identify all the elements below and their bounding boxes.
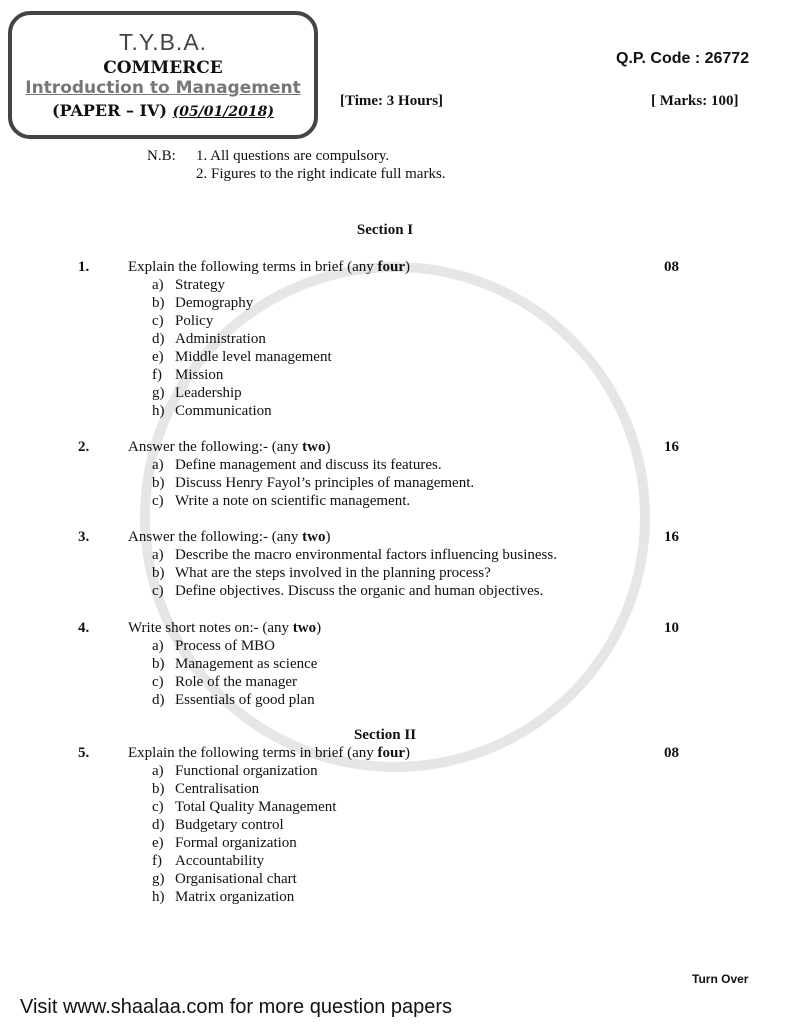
sub-question-text: Essentials of good plan <box>175 692 315 708</box>
sub-question-text: Role of the manager <box>175 674 298 690</box>
sub-question-text: What are the steps involved in the planning process? <box>175 565 491 581</box>
sub-question-text: Formal organization <box>175 835 297 851</box>
sub-question <box>152 798 336 816</box>
question-number: 4. <box>78 620 90 636</box>
sub-question-letter: b) <box>152 565 165 581</box>
sub-question-text: Budgetary control <box>175 817 284 833</box>
section-heading: Section I <box>356 222 414 238</box>
sub-question-letter: c) <box>152 313 164 329</box>
sub-question-letter: d) <box>152 817 165 833</box>
stream-title: COMMERCE <box>103 58 223 78</box>
sub-question <box>152 312 332 330</box>
question-number: 3. <box>78 529 90 545</box>
question-count: two <box>292 620 317 636</box>
sub-question <box>152 384 332 402</box>
sub-question <box>152 582 557 600</box>
sub-question-letter: h) <box>152 889 165 905</box>
question-number: 1. <box>78 259 90 275</box>
question-prompt: Explain the following terms in brief (any <box>128 259 378 275</box>
question-text <box>128 528 330 546</box>
sub-question-text: Write a note on scientific management. <box>175 493 411 509</box>
sub-question <box>152 816 336 834</box>
sub-question-letter: b) <box>152 475 165 491</box>
question-text <box>128 258 410 276</box>
question-number: 2. <box>78 439 90 455</box>
sub-question-text: Discuss Henry Fayol’s principles of management. <box>175 475 475 491</box>
turn-over: Turn Over <box>692 972 749 986</box>
question-text <box>128 619 321 637</box>
sub-question <box>152 330 332 348</box>
sub-question <box>152 870 336 888</box>
sub-question-text: Functional organization <box>175 763 318 779</box>
question-prompt-end: ) <box>325 439 331 455</box>
sub-question <box>152 637 317 655</box>
sub-question-letter: g) <box>152 871 165 887</box>
sub-question-letter: a) <box>152 763 164 779</box>
question-prompt: Explain the following terms in brief (any <box>128 745 378 761</box>
qp-code: Q.P. Code : 26772 <box>616 50 750 67</box>
question-prompt-end: ) <box>405 745 411 761</box>
sub-question-letter: f) <box>152 853 162 869</box>
question-number: 5. <box>78 745 90 761</box>
sub-question-text: Communication <box>175 403 272 419</box>
sub-question <box>152 402 332 420</box>
question-prompt-end: ) <box>316 620 322 636</box>
sub-question-text: Middle level management <box>175 349 332 365</box>
sub-question-letter: c) <box>152 799 164 815</box>
course-title: T.Y.B.A. <box>118 29 208 55</box>
sub-question-letter: a) <box>152 547 164 563</box>
question-count: two <box>302 529 326 545</box>
sub-question <box>152 564 557 582</box>
sub-question <box>152 294 332 312</box>
sub-question-letter: b) <box>152 656 165 672</box>
sub-question-text: Centralisation <box>175 781 260 797</box>
question-text <box>128 744 410 762</box>
sub-question <box>152 546 557 564</box>
sub-question <box>152 673 317 691</box>
sub-question-text: Describe the macro environmental factors influencing business. <box>175 547 557 563</box>
sub-question-letter: g) <box>152 385 165 401</box>
question-prompt: Answer the following:- (any <box>128 529 303 545</box>
question-marks: 08 <box>664 259 679 275</box>
sub-question <box>152 834 336 852</box>
marks-label: [ Marks: 100] <box>651 93 739 109</box>
nb-note: 1. All questions are compulsory. <box>196 148 390 164</box>
sub-question-letter: a) <box>152 457 164 473</box>
section-heading: Section II <box>353 727 417 743</box>
time-label: [Time: 3 Hours] <box>340 93 444 109</box>
sub-question-letter: e) <box>152 349 164 365</box>
question-count: four <box>377 745 406 761</box>
question-count: two <box>302 439 326 455</box>
paper-number: (PAPER – IV) <box>52 101 167 120</box>
sub-question-letter: b) <box>152 781 165 797</box>
sub-question <box>152 888 336 906</box>
sub-question-letter: a) <box>152 638 164 654</box>
exam-date: (05/01/2018) <box>172 104 274 120</box>
sub-question-letter: d) <box>152 692 165 708</box>
footer-link-text[interactable]: Visit www.shaalaa.com for more question papers <box>20 996 453 1018</box>
sub-question-text: Mission <box>175 367 224 383</box>
sub-question-text: Accountability <box>175 853 265 869</box>
question-count: four <box>377 259 406 275</box>
sub-question-text: Define management and discuss its features. <box>175 457 442 473</box>
sub-question-text: Matrix organization <box>175 889 295 905</box>
sub-question-letter: h) <box>152 403 165 419</box>
sub-question-letter: f) <box>152 367 162 383</box>
sub-question-text: Leadership <box>175 385 242 401</box>
sub-question-letter: b) <box>152 295 165 311</box>
sub-question-letter: a) <box>152 277 164 293</box>
question-marks: 16 <box>664 529 679 545</box>
sub-question-letter: c) <box>152 674 164 690</box>
question-prompt-end: ) <box>325 529 331 545</box>
sub-question-text: Organisational chart <box>175 871 297 887</box>
question-prompt-end: ) <box>405 259 411 275</box>
sub-question-text: Total Quality Management <box>175 799 337 815</box>
nb-note: 2. Figures to the right indicate full marks. <box>196 166 446 182</box>
sub-question-text: Strategy <box>175 277 225 293</box>
sub-question-letter: e) <box>152 835 164 851</box>
sub-question-text: Define objectives. Discuss the organic and human objectives. <box>175 583 544 599</box>
sub-question <box>152 655 317 673</box>
nb-label: N.B: <box>147 148 176 164</box>
sub-question-letter: d) <box>152 331 165 347</box>
sub-question-text: Management as science <box>175 656 318 672</box>
paper-line <box>12 101 314 120</box>
sub-question-letter: c) <box>152 583 164 599</box>
question-prompt: Answer the following:- (any <box>128 439 303 455</box>
sub-question <box>152 691 317 709</box>
sub-question <box>152 366 332 384</box>
sub-question <box>152 474 474 492</box>
sub-question <box>152 276 332 294</box>
question-marks: 10 <box>664 620 679 636</box>
sub-question <box>152 762 336 780</box>
sub-question-letter: c) <box>152 493 164 509</box>
sub-question <box>152 852 336 870</box>
sub-question <box>152 492 474 510</box>
subject-title: Introduction to Management <box>25 78 301 98</box>
question-marks: 16 <box>664 439 679 455</box>
sub-question <box>152 456 474 474</box>
sub-question-text: Process of MBO <box>175 638 275 654</box>
sub-question <box>152 780 336 798</box>
sub-question-text: Policy <box>175 313 214 329</box>
header-box <box>8 11 318 139</box>
sub-question-text: Administration <box>175 331 266 347</box>
sub-question-text: Demography <box>175 295 254 311</box>
sub-question <box>152 348 332 366</box>
question-text <box>128 438 330 456</box>
question-marks: 08 <box>664 745 679 761</box>
question-prompt: Write short notes on:- (any <box>128 620 293 636</box>
